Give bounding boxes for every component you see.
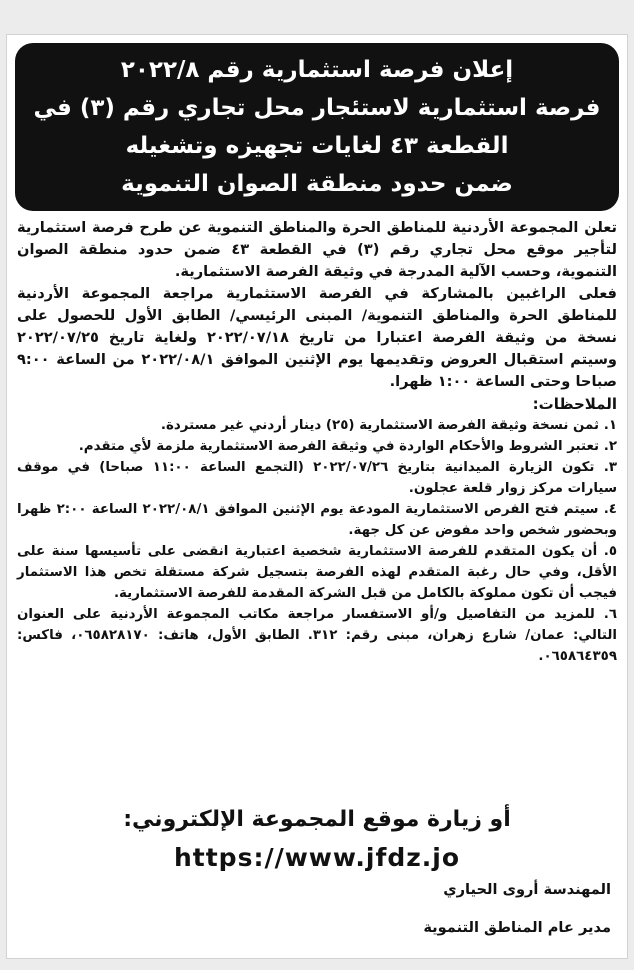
banner-title-line-1: إعلان فرصة استثمارية رقم ٢٠٢٢/٨ bbox=[120, 57, 514, 83]
intro-paragraph: تعلن المجموعة الأردنية للمناطق الحرة والمناطق التنموية عن طرح فرصة استثمارية لتأجير موقع محل تجاري رقم (٣) في القطعة ٤٣ ضمن حدود منطقة الصوان التنموية، وحسب الآلية المدرجة في وثيقة الفرصة الاستثمارية. bbox=[17, 219, 617, 280]
signer-title: مدير عام المناطق التنموية bbox=[423, 919, 611, 936]
note-item: ٦. للمزيد من التفاصيل و/أو الاستفسار مراجعة مكاتب المجموعة الأردنية على العنوان التالي: عمان/ شارع زهران، مبنى رقم: ٣١٢. الطابق الأول، هاتف: ٠٦٥٨٢٨١٧٠، فاكس: ٠٦٥٨٦٤٣٥٩. bbox=[17, 607, 617, 664]
signer-name: المهندسة أروى الحياري bbox=[443, 881, 611, 898]
advertisement-page bbox=[6, 34, 628, 959]
website-visit-text: أو زيارة موقع المجموعة الإلكتروني: bbox=[123, 807, 511, 832]
banner-title-line-4: ضمن حدود منطقة الصوان التنموية bbox=[121, 171, 513, 197]
note-item: ٣. تكون الزيارة الميدانية بتاريخ ٢٠٢٢/٠٧/٢٦ (التجمع الساعة ١١:٠٠ صباحا) في موقف سيارات مركز زوار قلعة عجلون. bbox=[17, 460, 617, 496]
notes-heading: الملاحظات: bbox=[532, 395, 617, 413]
banner-title-line-2: فرصة استثمارية لاستئجار محل تجاري رقم (٣) في bbox=[33, 95, 601, 121]
note-item: ٢. تعتبر الشروط والأحكام الواردة في وثيقة الفرصة الاستثمارية ملزمة لأي متقدم. bbox=[78, 439, 617, 454]
note-item: ١. ثمن نسخة وثيقة الفرصة الاستثمارية (٢٥) دينار أردني غير مستردة. bbox=[160, 418, 617, 433]
website-link[interactable]: https://www.jfdz.jo bbox=[173, 843, 461, 872]
note-item: ٤. سيتم فتح الفرص الاستثمارية المودعة يوم الإثنين الموافق ٢٠٢٢/٠٨/١ الساعة ٢:٠٠ ظهرا وبحضور شخص واحد مفوض عن كل جهة. bbox=[17, 502, 617, 538]
notes-list bbox=[17, 415, 617, 667]
participation-paragraph: فعلى الراغبين بالمشاركة في الفرصة الاستثمارية مراجعة المجموعة الأردنية للمناطق الحرة والمناطق التنموية/ المبنى الرئيسي/ الطابق الأول للحصول على نسخة من وثيقة الفرصة اعتبارا من تاريخ ٢٠٢٢/٠٧/١٨ ولغاية تاريخ ٢٠٢٢/٠٧/٢٥ وسيتم استقبال العروض وتقديمها يوم الإثنين الموافق ٢٠٢٢/٠٨/١ من الساعة ٩:٠٠ صباحا وحتى الساعة ١:٠٠ ظهرا. bbox=[17, 285, 618, 390]
banner-title-line-3: القطعة ٤٣ لغايات تجهيزه وتشغيله bbox=[125, 133, 509, 159]
announcement-banner bbox=[15, 43, 619, 211]
announcement-body bbox=[17, 217, 617, 667]
note-item: ٥. أن يكون المتقدم للفرصة الاستثمارية شخصية اعتبارية انقضى على تأسيسها سنة على الأقل، وفي حال رغبة المتقدم لهذه الفرصة بتسجيل شركة مستقلة تخص هذا الاستثمار فيجب أن تكون مملوكة بالكامل من قبل الشركة المقدمة للفرصة الاستثمارية. bbox=[17, 544, 617, 601]
